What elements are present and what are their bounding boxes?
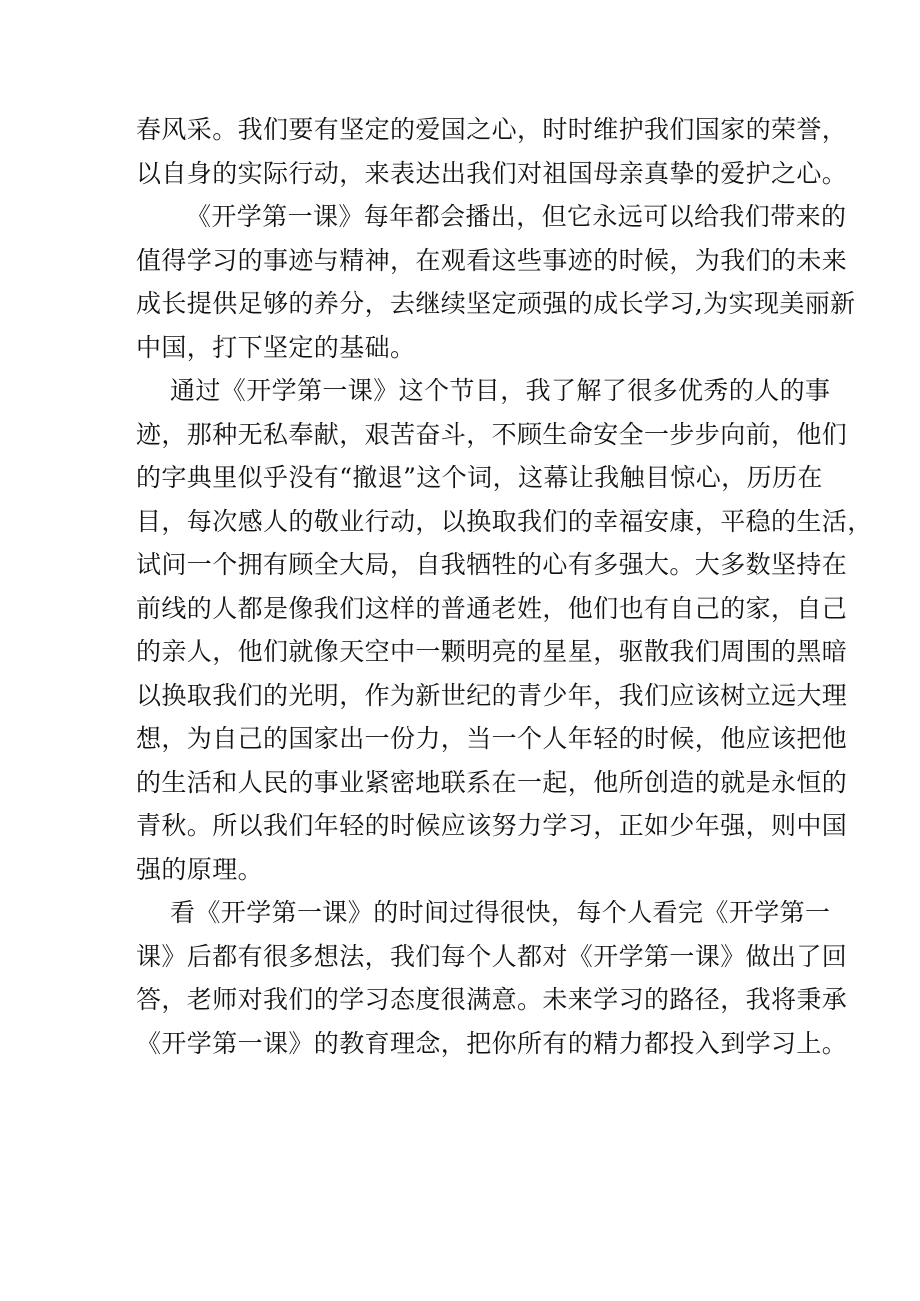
text-line: 春风采。我们要有坚定的爱国之心，时时维护我们国家的荣誉， [136, 115, 848, 144]
text-line: 中国，打下坚定的基础。 [136, 332, 416, 362]
text-line: 的字典里似乎没有“撤退”这个词，这幕让我触目惊心，历历在 [136, 463, 823, 492]
text-line: 值得学习的事迹与精神，在观看这些事迹的时候，为我们的未来 [136, 245, 848, 275]
paragraph-1 [136, 108, 848, 195]
text-line: 前线的人都是像我们这样的普通老姓，他们也有自己的家，自己 [136, 593, 848, 623]
text-line: 课》后都有很多想法，我们每个人都对《开学第一课》做出了回 [136, 941, 848, 971]
text-line: 答，老师对我们的学习态度很满意。未来学习的路径，我将秉承 [136, 985, 848, 1014]
paragraph-3 [136, 369, 873, 891]
text-line: 目，每次感人的敬业行动，以换取我们的幸福安康，平稳的生活， [136, 506, 873, 536]
paragraph-4 [136, 891, 848, 1065]
document-body [136, 108, 873, 1065]
paragraph-2 [136, 195, 856, 369]
text-line: 通过《开学第一课》这个节目，我了解了很多优秀的人的事 [170, 376, 831, 405]
text-line: 以换取我们的光明，作为新世纪的青少年，我们应该树立远大理 [136, 680, 848, 710]
text-line: 强的原理。 [136, 854, 264, 884]
text-line: 想，为自己的国家出一份力，当一个人年轻的时候，他应该把他 [136, 724, 848, 753]
text-line: 试问一个拥有顾全大局，自我牺牲的心有多强大。大多数坚持在 [136, 550, 848, 579]
text-line: 青秋。所以我们年轻的时候应该努力学习，正如少年强，则中国 [136, 811, 848, 840]
text-line: 成长提供足够的养分，去继续坚定顽强的成长学习,为实现美丽新 [136, 289, 856, 318]
text-line: 《开学第一课》每年都会播出，但它永远可以给我们带来的 [186, 202, 847, 231]
text-line: 的亲人，他们就像天空中一颗明亮的星星，驱散我们周围的黑暗 [136, 637, 848, 666]
text-line: 的生活和人民的事业紧密地联系在一起，他所创造的就是永恒的 [136, 767, 848, 797]
text-line: 以自身的实际行动，来表达出我们对祖国母亲真挚的爱护之心。 [136, 158, 848, 188]
text-line: 《开学第一课》的教育理念，把你所有的精力都投入到学习上。 [136, 1028, 848, 1058]
text-line: 迹，那种无私奉献，艰苦奋斗，不顾生命安全一步步向前，他们 [136, 419, 848, 449]
text-line: 看《开学第一课》的时间过得很快，每个人看完《开学第一 [170, 898, 831, 927]
